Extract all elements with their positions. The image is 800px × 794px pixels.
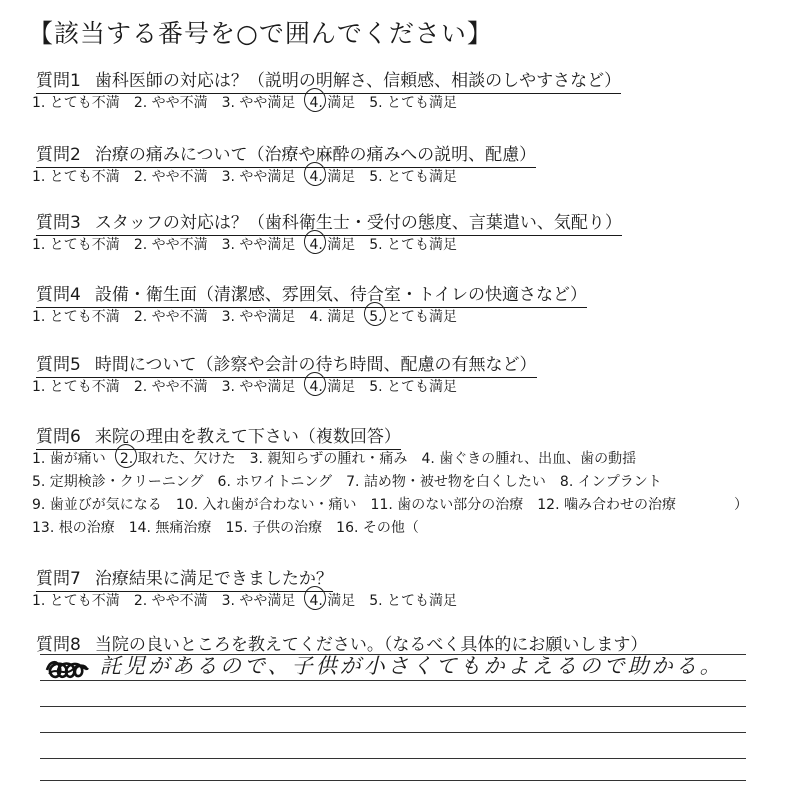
question-text: 時間について（診察や会計の待ち時間、配慮の有無など） [94,355,537,375]
question-number: 質問5 [36,355,81,375]
question-4 [32,280,792,330]
handwritten-answer: 託児があるので、子供が小さくてもかよえるので助かる。 [100,654,724,678]
question-6 [32,422,792,542]
option-1[interactable]: 1. とても不満 [32,593,120,609]
option-2[interactable]: 2. やや不満 [133,169,208,185]
option-2[interactable]: 2. やや不満 [133,593,208,609]
question-text: 治療の痛みについて（治療や麻酔の痛みへの説明、配慮） [94,145,537,165]
question-6-header [36,422,401,450]
option-2[interactable]: 2. やや不満 [133,95,208,111]
question-2-header [36,140,536,168]
option-5[interactable]: 5. とても満足 [369,95,458,111]
option-4-selected[interactable]: 4. 満足 [309,376,355,396]
reason-option-other[interactable]: 16. その他（ [336,520,419,536]
reason-option[interactable]: 8. インプラント [559,474,662,490]
option-5[interactable]: 5. とても満足 [369,379,458,395]
option-5-selected[interactable]: 5. とても満足 [369,306,457,326]
option-5[interactable]: 5. とても満足 [369,169,458,185]
answer-rule [40,732,746,733]
question-text: 治療結果に満足できましたか？ [94,569,333,589]
question-number: 質問4 [36,285,81,305]
question-7-header [36,564,333,592]
reason-option-selected[interactable]: 2. 取れた、欠けた [120,448,236,471]
answer-rule [40,758,746,759]
question-number: 質問1 [36,71,81,91]
option-3[interactable]: 3. やや満足 [221,237,296,253]
option-2[interactable]: 2. やや不満 [133,237,208,253]
reason-option[interactable]: 3. 親知らずの腫れ・痛み [249,451,408,467]
reason-option[interactable]: 4. 歯ぐきの腫れ、出血、歯の動揺 [421,451,637,467]
option-3[interactable]: 3. やや満足 [221,309,296,325]
option-2[interactable]: 2. やや不満 [133,309,208,325]
option-3[interactable]: 3. やや満足 [221,593,296,609]
option-4-selected[interactable]: 4. 満足 [309,234,355,254]
option-3[interactable]: 3. やや満足 [221,169,296,185]
question-text: スタッフの対応は？（歯科衛生士・受付の態度、言葉遣い、気配り） [94,213,622,233]
question-number: 質問3 [36,213,81,233]
question-number: 質問7 [36,569,81,589]
option-3[interactable]: 3. やや満足 [221,379,296,395]
scribble-mark [44,658,90,682]
question-1-header [36,66,621,94]
option-4-selected[interactable]: 4. 満足 [309,166,355,186]
answer-rule [40,780,746,781]
reason-option[interactable]: 9. 歯並びが気になる [32,497,162,513]
question-number: 質問8 [36,635,81,655]
option-1[interactable]: 1. とても不満 [32,237,120,253]
reason-option[interactable]: 6. ホワイトニング [217,474,333,490]
question-number: 質問2 [36,145,81,165]
option-3[interactable]: 3. やや満足 [221,95,296,111]
option-5[interactable]: 5. とても満足 [369,593,458,609]
question-4-header [36,280,587,308]
reason-option[interactable]: 13. 根の治療 [32,520,115,536]
question-text: 来院の理由を教えて下さい（複数回答） [94,427,401,447]
option-4-selected[interactable]: 4. 満足 [309,590,355,610]
reason-option[interactable]: 5. 定期検診・クリーニング [32,474,204,490]
option-2[interactable]: 2. やや不満 [133,379,208,395]
answer-rule [40,680,746,681]
reason-option[interactable]: 14. 無痛治療 [128,520,212,536]
question-7 [32,564,792,614]
question-5-header [36,350,537,378]
other-paren-close: ） [734,497,748,513]
question-number: 質問6 [36,427,81,447]
question-text: 設備・衛生面（清潔感、雰囲気、待合室・トイレの快適さなど） [94,285,587,305]
option-1[interactable]: 1. とても不満 [32,379,120,395]
question-3-header [36,208,622,236]
reason-option[interactable]: 15. 子供の治療 [225,520,323,536]
option-4[interactable]: 4. 満足 [309,309,356,325]
option-4-selected[interactable]: 4. 満足 [309,92,355,112]
reason-option[interactable]: 1. 歯が痛い [32,451,106,467]
question-text: 歯科医師の対応は？（説明の明解さ、信頼感、相談のしやすさなど） [94,71,622,91]
reason-option[interactable]: 12. 噛み合わせの治療 [537,497,676,513]
question-2 [32,140,792,190]
option-5[interactable]: 5. とても満足 [369,237,458,253]
option-1[interactable]: 1. とても不満 [32,169,120,185]
reason-option[interactable]: 11. 歯のない部分の治療 [370,497,524,513]
option-1[interactable]: 1. とても不満 [32,95,120,111]
form-title: 【該当する番号を○で囲んでください】 [28,19,493,48]
reason-option[interactable]: 10. 入れ歯が合わない・痛い [175,497,357,513]
question-1 [32,66,792,116]
question-text: 当院の良いところを教えてください。（なるべく具体的にお願いします） [94,635,648,655]
option-1[interactable]: 1. とても不満 [32,309,120,325]
reason-option[interactable]: 7. 詰め物・被せ物を白くしたい [346,474,546,490]
question-5 [32,350,792,400]
reason-list [32,448,792,540]
question-3 [32,208,792,258]
answer-rule [40,706,746,707]
